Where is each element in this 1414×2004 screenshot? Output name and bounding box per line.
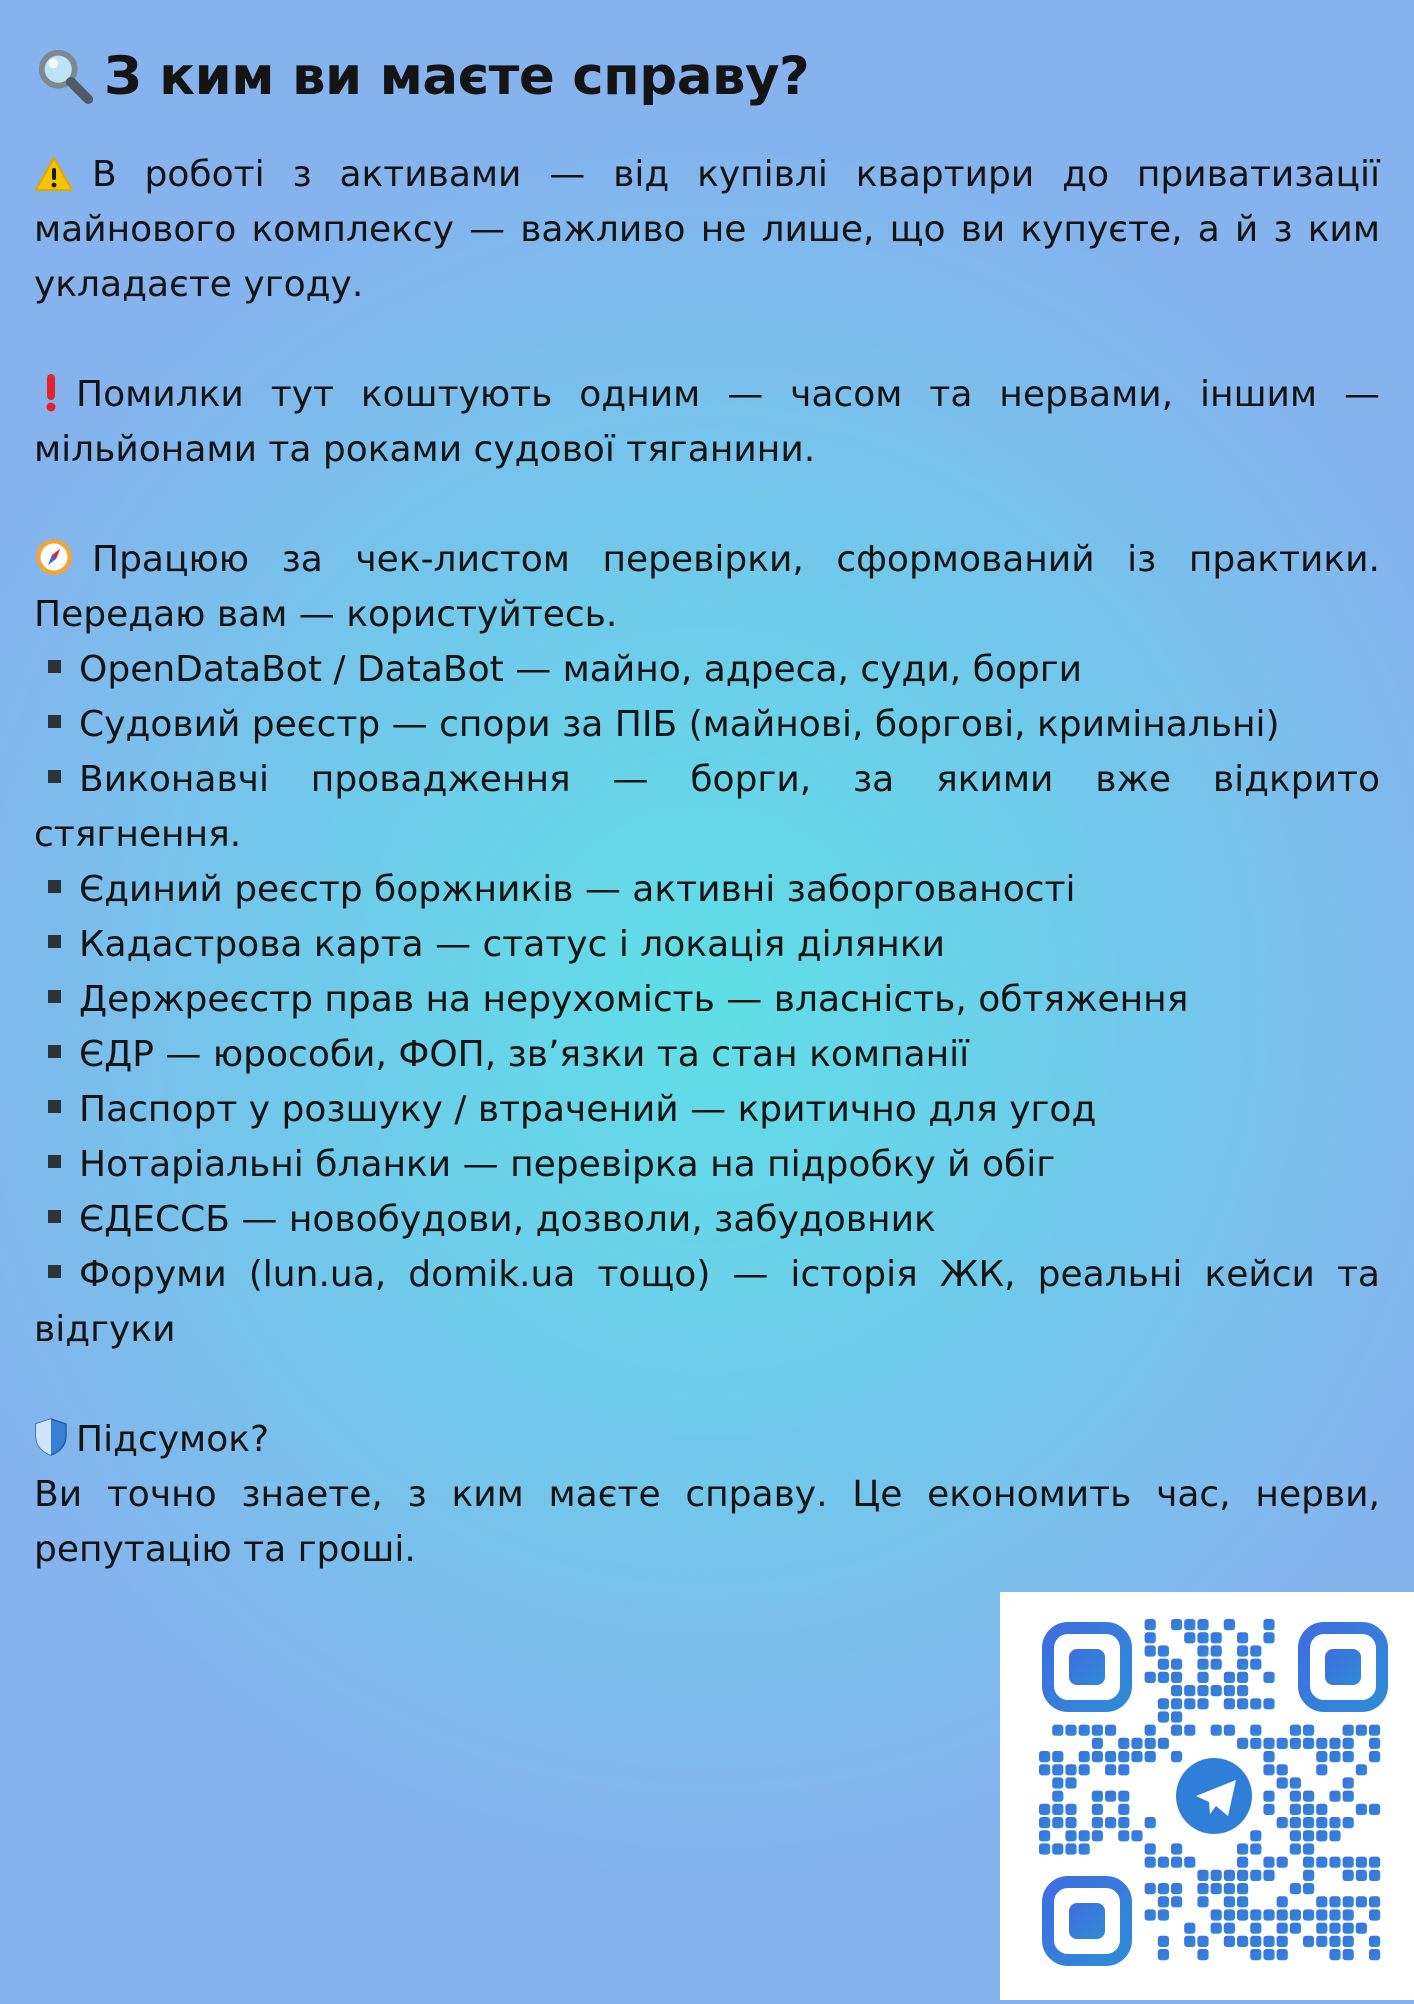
qr-module (1303, 1843, 1314, 1854)
qr-module (1277, 1949, 1288, 1960)
qr-module (1171, 1725, 1182, 1736)
qr-module (1277, 1857, 1288, 1868)
qr-module (1343, 1923, 1354, 1934)
qr-module (1039, 1764, 1050, 1775)
qr-module (1211, 1632, 1222, 1643)
qr-module (1197, 1619, 1208, 1630)
qr-module (1211, 1725, 1222, 1736)
qr-module (1224, 1725, 1235, 1736)
qr-module (1343, 1949, 1354, 1960)
qr-module (1277, 1936, 1288, 1947)
intro-paragraph-3: Працюю за чек-листом перевірки, сформований із практики. Передаю вам — користуйтесь. (34, 539, 1380, 635)
qr-module (1092, 1751, 1103, 1762)
qr-module (1158, 1672, 1169, 1683)
qr-finder-bottom-left (1048, 1882, 1126, 1960)
qr-module (1171, 1896, 1182, 1907)
qr-module (1263, 1764, 1274, 1775)
intro-paragraph-1: В роботі з активами — від купівлі квартири до приватизації майнового комплексу — важливо не лише, що ви купуєте, а й з ким укладаєте угоду. (34, 154, 1380, 305)
qr-module (1211, 1883, 1222, 1894)
qr-module (1118, 1830, 1129, 1841)
qr-module (1329, 1857, 1340, 1868)
list-item: Держреєстр прав на нерухомість — власність, обтяження (34, 972, 1380, 1027)
list-item: OpenDataBot / DataBot — майно, адреса, суди, борги (34, 642, 1380, 697)
list-item: ЄДР — юрособи, ФОП, зв’язки та стан компанії (34, 1027, 1380, 1082)
qr-module (1079, 1751, 1090, 1762)
qr-module (1290, 1777, 1301, 1788)
qr-module (1237, 1632, 1248, 1643)
qr-module (1184, 1619, 1195, 1630)
qr-module (1329, 1909, 1340, 1920)
qr-module (1237, 1936, 1248, 1947)
qr-module (1171, 1698, 1182, 1709)
qr-module (1145, 1817, 1156, 1828)
qr-module (1092, 1804, 1103, 1815)
qr-module (1343, 1725, 1354, 1736)
qr-module (1224, 1936, 1235, 1947)
qr-module (1079, 1843, 1090, 1854)
square-bullet-icon (48, 660, 61, 673)
qr-module (1290, 1843, 1301, 1854)
qr-module (1316, 1896, 1327, 1907)
qr-module (1263, 1804, 1274, 1815)
qr-module (1118, 1804, 1129, 1815)
qr-module (1250, 1738, 1261, 1749)
qr-module (1250, 1830, 1261, 1841)
page-title (34, 38, 1380, 114)
qr-module (1039, 1830, 1050, 1841)
qr-module (1145, 1883, 1156, 1894)
qr-module (1171, 1883, 1182, 1894)
square-bullet-icon (48, 1155, 61, 1168)
qr-module (1343, 1870, 1354, 1881)
qr-module (1197, 1672, 1208, 1683)
qr-module (1316, 1738, 1327, 1749)
qr-module (1118, 1738, 1129, 1749)
qr-module (1197, 1949, 1208, 1960)
qr-module (1237, 1909, 1248, 1920)
qr-module (1171, 1659, 1182, 1670)
qr-module (1369, 1857, 1380, 1868)
qr-module (1039, 1817, 1050, 1828)
qr-module (1092, 1738, 1103, 1749)
summary-text: Ви точно знаете, з ким маєте справу. Це економить час, нерви, репутацію та гроші. (34, 1474, 1380, 1570)
qr-module (1158, 1936, 1169, 1947)
list-item: Виконавчі провадження — борги, за якими вже відкрито стягнення. (34, 759, 1380, 855)
qr-module (1237, 1698, 1248, 1709)
qr-module (1171, 1685, 1182, 1696)
qr-module (1065, 1725, 1076, 1736)
qr-module (1316, 1764, 1327, 1775)
qr-module (1052, 1791, 1063, 1802)
qr-module (1250, 1843, 1261, 1854)
qr-module (1105, 1725, 1116, 1736)
qr-module (1145, 1751, 1156, 1762)
qr-module (1158, 1659, 1169, 1670)
qr-module (1237, 1896, 1248, 1907)
qr-module (1065, 1843, 1076, 1854)
qr-module (1316, 1923, 1327, 1934)
qr-module (1237, 1685, 1248, 1696)
qr-module (1290, 1923, 1301, 1934)
qr-module (1329, 1791, 1340, 1802)
qr-module (1290, 1738, 1301, 1749)
qr-module (1356, 1804, 1367, 1815)
qr-module (1237, 1659, 1248, 1670)
qr-module (1224, 1896, 1235, 1907)
square-bullet-icon (48, 1100, 61, 1113)
qr-finder-top-left (1048, 1628, 1126, 1706)
qr-module (1356, 1725, 1367, 1736)
qr-module (1184, 1725, 1195, 1736)
qr-module (1237, 1883, 1248, 1894)
qr-module (1290, 1804, 1301, 1815)
qr-module (1303, 1909, 1314, 1920)
qr-module (1131, 1830, 1142, 1841)
qr-module (1356, 1896, 1367, 1907)
exclamation-icon (44, 372, 58, 412)
qr-module (1105, 1791, 1116, 1802)
qr-module (1369, 1936, 1380, 1947)
square-bullet-icon (48, 935, 61, 948)
list-item: Єдиний реєстр боржників — активні заборгованості (34, 862, 1380, 917)
qr-module (1039, 1751, 1050, 1762)
qr-module (1131, 1751, 1142, 1762)
qr-module (1158, 1896, 1169, 1907)
qr-module (1316, 1830, 1327, 1841)
qr-module (1343, 1751, 1354, 1762)
qr-module (1211, 1909, 1222, 1920)
list-item: Судовий реєстр — спори за ПІБ (майнові, боргові, кримінальні) (34, 697, 1380, 752)
qr-module (1329, 1949, 1340, 1960)
qr-module (1224, 1619, 1235, 1630)
qr-module (1356, 1857, 1367, 1868)
qr-module (1277, 1923, 1288, 1934)
qr-module (1079, 1764, 1090, 1775)
qr-module (1224, 1672, 1235, 1683)
qr-module (1052, 1751, 1063, 1762)
qr-module (1211, 1870, 1222, 1881)
qr-module (1079, 1830, 1090, 1841)
qr-module (1263, 1751, 1274, 1762)
qr-module (1171, 1619, 1182, 1630)
qr-module (1263, 1619, 1274, 1630)
qr-module (1092, 1830, 1103, 1841)
qr-module (1224, 1909, 1235, 1920)
qr-module (1065, 1830, 1076, 1841)
qr-module (1105, 1751, 1116, 1762)
qr-module (1118, 1791, 1129, 1802)
qr-module (1145, 1909, 1156, 1920)
qr-module (1303, 1804, 1314, 1815)
qr-module (1237, 1672, 1248, 1683)
qr-module (1303, 1725, 1314, 1736)
qr-module (1277, 1738, 1288, 1749)
intro-paragraph-2: Помилки тут коштують одним — часом та нервами, іншим — мільйонами та роками судової тяганини. (34, 374, 1380, 470)
qr-module (1356, 1870, 1367, 1881)
qr-module (1211, 1685, 1222, 1696)
page-title-text: З ким ви маєте справу? (104, 45, 810, 107)
qr-module (1145, 1738, 1156, 1749)
qr-module (1316, 1817, 1327, 1828)
qr-module (1369, 1804, 1380, 1815)
qr-module (1171, 1711, 1182, 1722)
square-bullet-icon (48, 770, 61, 783)
telegram-icon (1166, 1748, 1262, 1844)
qr-module (1250, 1936, 1261, 1947)
qr-module (1329, 1751, 1340, 1762)
qr-module (1329, 1738, 1340, 1749)
qr-module (1303, 1817, 1314, 1828)
square-bullet-icon (48, 880, 61, 893)
qr-module (1250, 1659, 1261, 1670)
qr-module (1250, 1923, 1261, 1934)
qr-module (1369, 1725, 1380, 1736)
qr-module (1343, 1936, 1354, 1947)
qr-module (1316, 1936, 1327, 1947)
qr-module (1065, 1804, 1076, 1815)
qr-module (1290, 1909, 1301, 1920)
list-item: Паспорт у розшуку / втрачений — критично для угод (34, 1082, 1380, 1137)
document-page (34, 38, 1380, 1577)
qr-module (1356, 1923, 1367, 1934)
qr-module (1369, 1738, 1380, 1749)
qr-module (1316, 1804, 1327, 1815)
qr-module (1079, 1725, 1090, 1736)
qr-module (1197, 1685, 1208, 1696)
qr-module (1224, 1698, 1235, 1709)
qr-module (1052, 1804, 1063, 1815)
qr-module (1171, 1857, 1182, 1868)
checklist (34, 642, 1380, 1357)
qr-module (1277, 1909, 1288, 1920)
qr-module (1263, 1936, 1274, 1947)
qr-module (1277, 1777, 1288, 1788)
list-item: Форуми (lun.ua, domik.ua тощо) — історія ЖК, реальні кейси та відгуки (34, 1254, 1380, 1350)
qr-module (1039, 1804, 1050, 1815)
qr-code-image (1000, 1592, 1414, 2000)
qr-module (1052, 1764, 1063, 1775)
magnifier-icon (34, 45, 96, 107)
qr-module (1145, 1672, 1156, 1683)
square-bullet-icon (48, 1265, 61, 1278)
qr-module (1224, 1685, 1235, 1696)
qr-module (1263, 1909, 1274, 1920)
qr-module (1118, 1817, 1129, 1828)
qr-module (1184, 1857, 1195, 1868)
qr-module (1263, 1857, 1274, 1868)
list-item: Кадастрова карта — статус і локація ділянки (34, 917, 1380, 972)
shield-icon (34, 1417, 68, 1457)
qr-module (1145, 1857, 1156, 1868)
qr-module (1145, 1645, 1156, 1656)
qr-module (1303, 1870, 1314, 1881)
qr-finder-top-right (1304, 1628, 1382, 1706)
qr-module (1131, 1738, 1142, 1749)
qr-module (1052, 1725, 1063, 1736)
qr-module (1237, 1843, 1248, 1854)
square-bullet-icon (48, 1045, 61, 1058)
qr-module (1145, 1632, 1156, 1643)
qr-module (1290, 1725, 1301, 1736)
qr-module (1329, 1896, 1340, 1907)
qr-module (1369, 1909, 1380, 1920)
qr-module (1197, 1632, 1208, 1643)
qr-module (1184, 1698, 1195, 1709)
qr-module (1052, 1817, 1063, 1828)
qr-module (1329, 1817, 1340, 1828)
qr-module (1343, 1896, 1354, 1907)
qr-module (1263, 1698, 1274, 1709)
qr-module (1158, 1883, 1169, 1894)
qr-module (1316, 1857, 1327, 1868)
qr-module (1303, 1791, 1314, 1802)
qr-module (1303, 1738, 1314, 1749)
qr-module (1343, 1857, 1354, 1868)
qr-module (1250, 1870, 1261, 1881)
qr-module (1197, 1896, 1208, 1907)
summary-heading: Підсумок? (34, 1412, 1380, 1467)
qr-module (1303, 1830, 1314, 1841)
qr-module (1211, 1645, 1222, 1656)
qr-module (1343, 1817, 1354, 1828)
qr-module (1369, 1896, 1380, 1907)
qr-module (1092, 1817, 1103, 1828)
qr-module (1263, 1632, 1274, 1643)
qr-module (1263, 1949, 1274, 1960)
qr-module (1145, 1725, 1156, 1736)
qr-module (1343, 1791, 1354, 1802)
qr-module (1158, 1738, 1169, 1749)
qr-module (1329, 1830, 1340, 1841)
qr-module (1237, 1857, 1248, 1868)
qr-module (1329, 1936, 1340, 1947)
square-bullet-icon (48, 990, 61, 1003)
qr-module (1171, 1751, 1182, 1762)
qr-module (1369, 1949, 1380, 1960)
qr-module (1145, 1843, 1156, 1854)
qr-module (1303, 1883, 1314, 1894)
qr-module (1343, 1909, 1354, 1920)
qr-module (1184, 1685, 1195, 1696)
qr-module (1118, 1764, 1129, 1775)
qr-module (1237, 1738, 1248, 1749)
qr-module (1250, 1949, 1261, 1960)
qr-module (1092, 1791, 1103, 1802)
qr-code[interactable] (1000, 1592, 1414, 2000)
qr-module (1052, 1777, 1063, 1788)
compass-icon (34, 537, 74, 577)
qr-module (1158, 1711, 1169, 1722)
qr-module (1343, 1777, 1354, 1788)
qr-module (1184, 1923, 1195, 1934)
qr-module (1250, 1698, 1261, 1709)
qr-module (1171, 1843, 1182, 1854)
qr-module (1065, 1777, 1076, 1788)
qr-module (1250, 1909, 1261, 1920)
qr-module (1316, 1909, 1327, 1920)
list-item: ЄДЕССБ — новобудови, дозволи, забудовник (34, 1192, 1380, 1247)
qr-module (1263, 1738, 1274, 1749)
qr-module (1290, 1830, 1301, 1841)
qr-module (1277, 1764, 1288, 1775)
qr-module (1092, 1725, 1103, 1736)
qr-module (1171, 1672, 1182, 1683)
qr-module (1158, 1949, 1169, 1960)
qr-module (1277, 1896, 1288, 1907)
qr-module (1224, 1923, 1235, 1934)
square-bullet-icon (48, 715, 61, 728)
qr-module (1197, 1870, 1208, 1881)
qr-module (1158, 1645, 1169, 1656)
qr-module (1343, 1738, 1354, 1749)
qr-module (1184, 1632, 1195, 1643)
qr-module (1145, 1619, 1156, 1630)
qr-module (1158, 1909, 1169, 1920)
qr-module (1329, 1923, 1340, 1934)
qr-module (1224, 1870, 1235, 1881)
list-item: Нотаріальні бланки — перевірка на підробку й обіг (34, 1137, 1380, 1192)
qr-module (1197, 1883, 1208, 1894)
qr-module (1105, 1764, 1116, 1775)
qr-module (1039, 1843, 1050, 1854)
qr-module (1369, 1870, 1380, 1881)
qr-module (1250, 1725, 1261, 1736)
qr-module (1237, 1645, 1248, 1656)
qr-module (1356, 1764, 1367, 1775)
qr-module (1105, 1817, 1116, 1828)
qr-module (1197, 1698, 1208, 1709)
qr-module (1224, 1883, 1235, 1894)
qr-module (1065, 1764, 1076, 1775)
qr-module (1184, 1936, 1195, 1947)
square-bullet-icon (48, 1210, 61, 1223)
warning-icon (34, 156, 74, 192)
qr-module (1211, 1923, 1222, 1934)
qr-module (1290, 1883, 1301, 1894)
qr-module (1303, 1857, 1314, 1868)
qr-module (1263, 1791, 1274, 1802)
qr-module (1303, 1936, 1314, 1947)
qr-module (1237, 1870, 1248, 1881)
qr-module (1290, 1791, 1301, 1802)
qr-module (1118, 1751, 1129, 1762)
qr-module (1250, 1645, 1261, 1656)
qr-module (1052, 1843, 1063, 1854)
qr-module (1263, 1672, 1274, 1683)
qr-module (1290, 1817, 1301, 1828)
qr-module (1263, 1870, 1274, 1881)
qr-module (1065, 1817, 1076, 1828)
qr-module (1197, 1659, 1208, 1670)
qr-module (1197, 1645, 1208, 1656)
qr-module (1211, 1659, 1222, 1670)
qr-module (1158, 1698, 1169, 1709)
qr-module (1316, 1751, 1327, 1762)
qr-module (1277, 1817, 1288, 1828)
qr-module (1158, 1857, 1169, 1868)
qr-module (1197, 1936, 1208, 1947)
qr-module (1369, 1751, 1380, 1762)
